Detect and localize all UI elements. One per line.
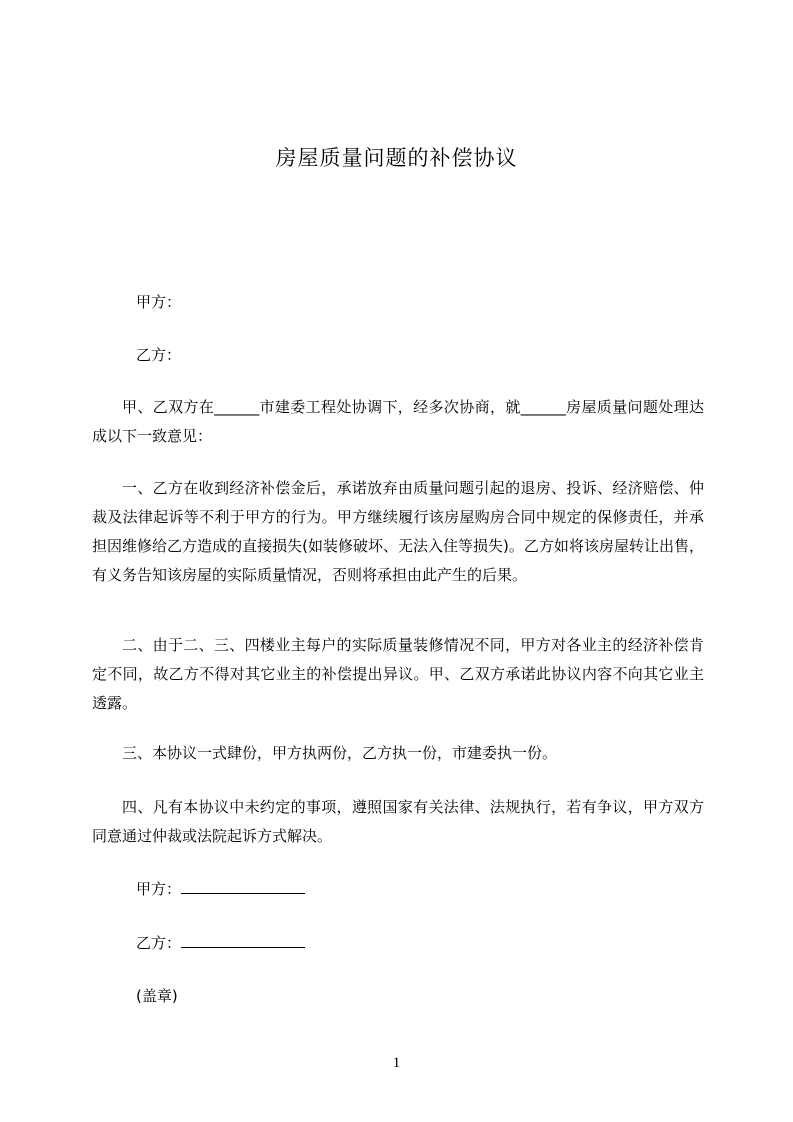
clause-1: 一、乙方在收到经济补偿金后，承诺放弃由质量问题引起的退房、投诉、经济赔偿、仲裁及法律起诉等不利于甲方的行为。甲方继续履行该房屋购房合同中规定的保修责任，并承担因维修给乙方造成的直接损失(如装修破坏、无法入住等损失)。乙方如将该房屋转让出售，有义务告知该房屋的实际质量情况，否则将承担由此产生的后果。: [92, 479, 704, 584]
clause-4: 四、凡有本协议中未约定的事项，遵照国家有关法律、法规执行，若有争议，甲方双方同意通过仲裁或法院起诉方式解决。: [92, 798, 704, 845]
intro-paragraph: [92, 393, 704, 451]
signature-party-b: [136, 932, 305, 953]
intro-city-blank: ______: [214, 398, 260, 416]
intro-text-part2: 市建委工程处协调下，经多次协商，就: [259, 398, 521, 416]
signature-party-b-label: 乙方：: [136, 934, 182, 952]
intro-property-blank: ______: [520, 398, 566, 416]
signature-party-a-line: [181, 878, 305, 894]
clause-2: 二、由于二、三、四楼业主每户的实际质量装修情况不同，甲方对各业主的经济补偿肯定不同，故乙方不得对其它业主的补偿提出异议。甲、乙双方承诺此协议内容不向其它业主透露。: [92, 636, 704, 712]
seal-note: (盖章): [136, 987, 178, 1005]
intro-text-part3: 房屋质量问题处理达成以下一致意见：: [92, 398, 704, 445]
party-b-header: 乙方：: [136, 346, 182, 364]
intro-text-part1: 甲、乙双方在: [122, 398, 215, 416]
signature-party-a: [136, 878, 305, 899]
document-title: 房屋质量问题的补偿协议: [275, 146, 518, 170]
party-a-header: 甲方：: [136, 293, 182, 311]
page-number: 1: [392, 1055, 401, 1071]
clause-3: 三、本协议一式肆份，甲方执两份，乙方执一份，市建委执一份。: [122, 744, 558, 762]
signature-party-b-line: [181, 932, 305, 948]
signature-party-a-label: 甲方：: [136, 880, 182, 898]
